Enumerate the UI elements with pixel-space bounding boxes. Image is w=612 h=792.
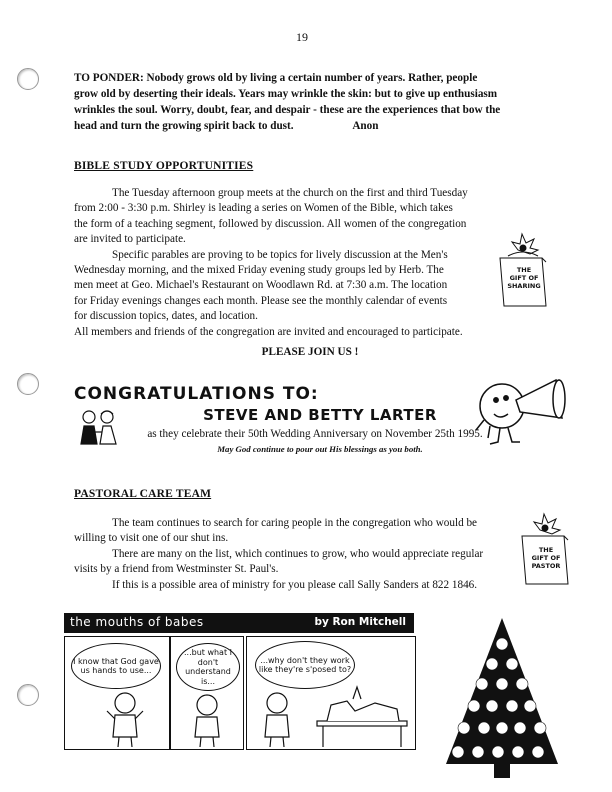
gift-of-sharing-icon [496,228,550,318]
bible-line-10: All members and friends of the congregation are invited and encouraged to participate. [74,325,463,338]
pastoral-care-body [74,516,514,593]
gift-sharing-word-3: SHARING [507,282,541,290]
pastoral-line-3: There are many on the list, which continues to grow, who would appreciate regular [112,547,484,560]
bible-line-8: for Friday evenings changes each month. Please see the monthly calendar of events [74,294,448,307]
gift-of-pastor-label [526,546,566,570]
speech-bubble-3: ...why don't they work like they're s'posed to? [255,641,355,689]
pastoral-care-heading: PASTORAL CARE TEAM [74,488,212,500]
ponder-line-2: grow old by deserting their ideals. Years may wrinkle the skin: but to give up enthusiasm [74,88,498,100]
speech-bubble-1: I know that God gave us hands to use... [71,643,161,689]
ponder-line-1: TO PONDER: Nobody grows old by living a certain number of years. Rather, people [74,72,478,84]
gift-of-sharing-label [504,266,544,290]
wedding-couple-icon [76,408,120,446]
speech-bubble-2: ...but what I don't understand is... [176,643,240,691]
bible-line-4: are invited to participate. [74,233,186,246]
gift-of-pastor-icon [518,510,572,592]
congratulations-heading: CONGRATULATIONS TO: [74,384,319,404]
cartoon-panel-3 [246,636,416,750]
bible-line-3: the form of a teaching segment, followed by discussion. All women of the congregation [74,217,467,230]
pastoral-line-5: If this is a possible area of ministry for you please call Sally Sanders at 822 1846. [112,578,478,591]
please-join-us: PLEASE JOIN US ! [261,346,359,358]
ponder-line-4-text: head and turn the growing spirit back to dust. [74,120,294,132]
cartoon-byline: by Ron Mitchell [314,616,406,628]
gift-pastor-word-2: GIFT OF [531,554,561,562]
couple-names: STEVE AND BETTY LARTER [203,406,437,424]
punch-hole-middle [17,373,39,395]
gift-sharing-word-2: GIFT OF [509,274,539,282]
gift-pastor-word-1: THE [538,546,554,554]
bible-line-2: from 2:00 - 3:30 p.m. Shirley is leading a series on Women of the Bible, which takes [74,202,453,215]
pastoral-line-1: The team continues to search for caring people in the congregation who would be [112,517,478,529]
cartoon-title-bar [64,613,414,633]
child-at-table-figure [257,681,413,749]
bible-line-7: men meet at Geo. Michael's Restaurant on Woodlawn Rd. at 7:30 a.m. The location [74,279,448,292]
to-ponder-quote [74,70,554,134]
gift-pastor-word-3: PASTOR [531,562,561,570]
pastoral-line-2: willing to visit one of our shut ins. [74,532,229,545]
bible-study-body [74,186,514,340]
cartoon-title: the mouths of babes [70,615,204,629]
ponder-line-4 [74,118,554,134]
bible-line-6: Wednesday morning, and the mixed Friday evening study groups led by Herb. The [74,264,444,277]
gift-sharing-word-1: THE [516,266,532,274]
bible-study-heading: BIBLE STUDY OPPORTUNITIES [74,160,254,172]
anniversary-line: as they celebrate their 50th Wedding Anniversary on November 25th 1995. [147,428,483,440]
punch-hole-top [17,68,39,90]
cartoon-panel-2 [170,636,244,750]
page-number: 19 [296,30,308,44]
pastoral-line-4: visits by a friend from Westminster St. Paul's. [74,563,279,576]
ponder-author: Anon [352,120,379,132]
smiley-christmas-tree-icon [442,614,562,782]
ponder-line-3: wrinkles the soul. Worry, doubt, fear, and despair - these are the experiences that bow the [74,104,501,116]
megaphone-character-icon [470,370,580,450]
bible-line-5: Specific parables are proving to be topics for lively discussion at the Men's [112,248,448,261]
punch-hole-bottom [17,684,39,706]
child-figure-2 [187,693,227,749]
blessing-line: May God continue to pour out His blessings as you both. [217,444,423,454]
bible-line-1: The Tuesday afternoon group meets at the church on the first and third Tuesday [112,187,468,199]
cartoon-panel-1 [64,636,170,750]
child-figure-1 [105,691,145,749]
bible-line-9: for discussion topics, dates, and location. [74,310,258,323]
